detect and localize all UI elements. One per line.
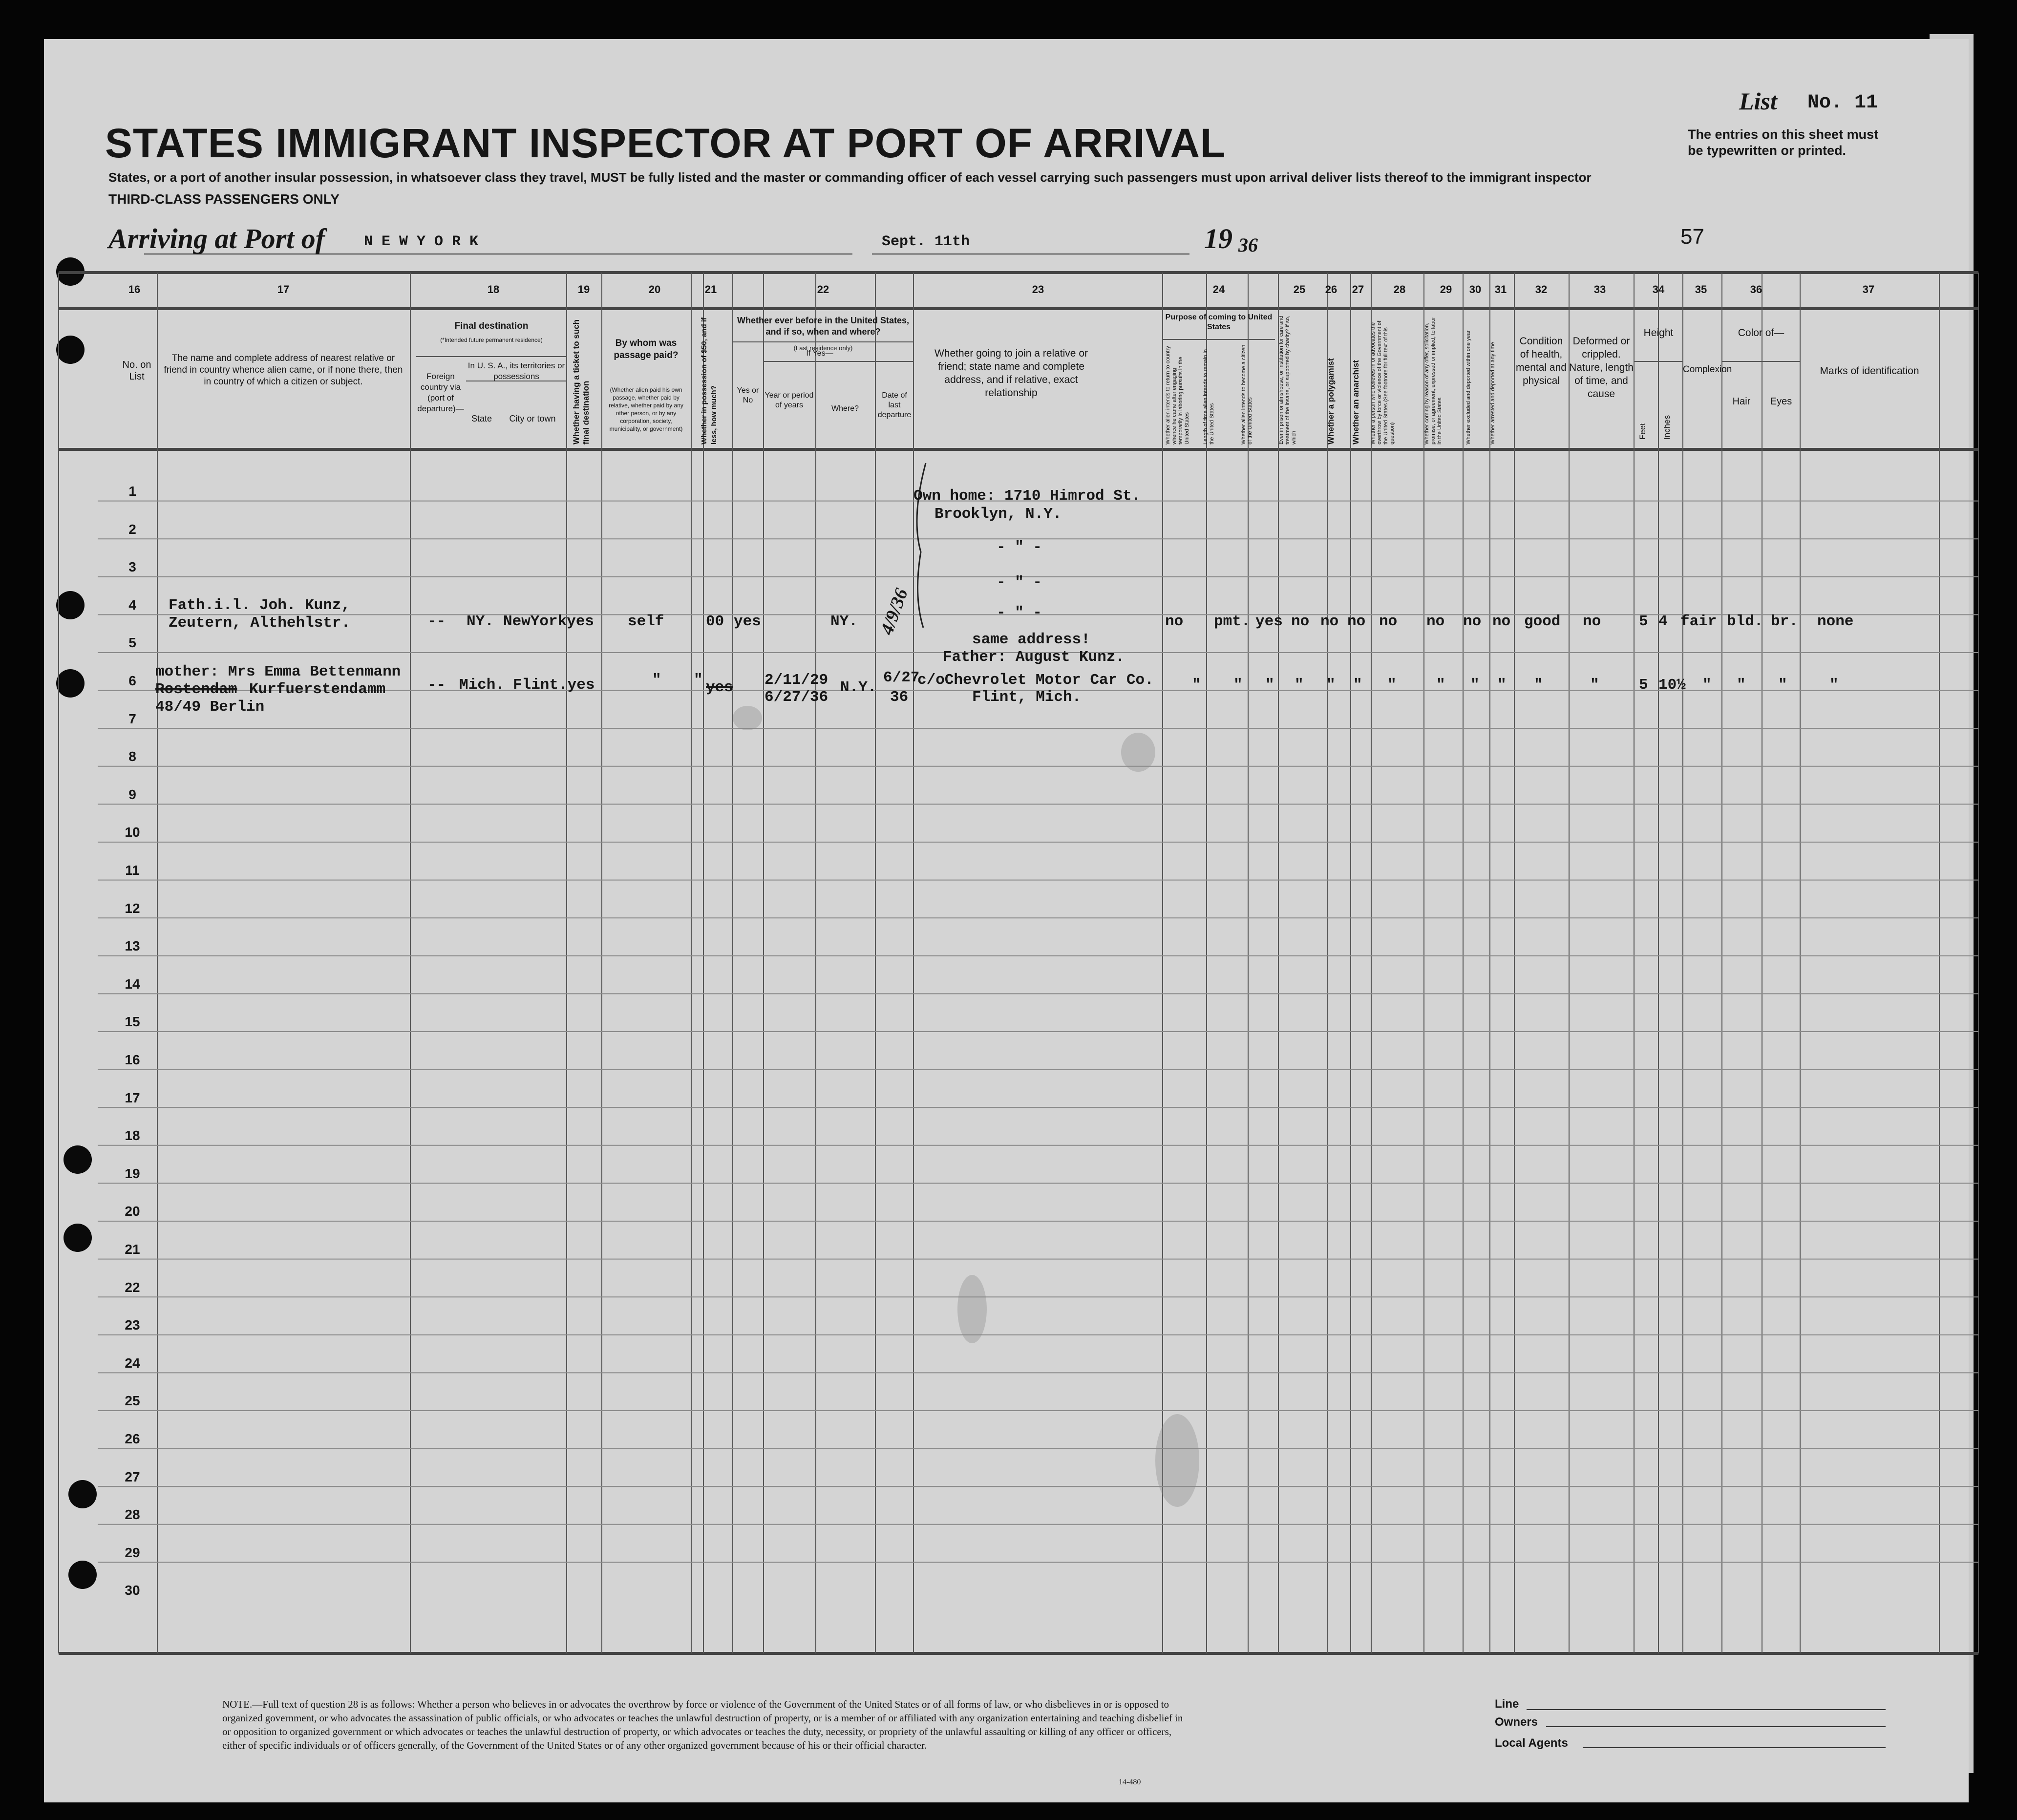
row-number: 6 bbox=[128, 673, 136, 688]
row5-join-same-address: same address! bbox=[972, 631, 1090, 648]
row6-ditto: " bbox=[1470, 677, 1480, 694]
row-number: 23 bbox=[125, 1317, 140, 1333]
instruction-text: States, or a port of another insular possession, in whatsoever class they travel, MUST be fully listed and the master or commanding officer of each vessel carrying such passengers must upon arrival deliver lists thereof to the immigrant inspector bbox=[108, 170, 1592, 185]
row6-city-ticket: Flint.yes bbox=[513, 677, 595, 694]
row4-length: pmt. bbox=[1214, 613, 1251, 630]
column-number: 22 bbox=[817, 283, 829, 296]
row6-ditto: " bbox=[1387, 677, 1397, 694]
column-number: 30 bbox=[1469, 283, 1482, 296]
row6-inches: 10½ bbox=[1658, 677, 1686, 694]
column-number: 34 bbox=[1652, 283, 1665, 296]
row6-join-line1: c/oChevrolet Motor Car Co. bbox=[917, 672, 1154, 689]
header-col27: Whether an anarchist bbox=[1351, 360, 1360, 444]
local-agents-label: Local Agents bbox=[1495, 1736, 1568, 1750]
row6-ditto: " bbox=[1778, 677, 1787, 694]
row-number: 27 bbox=[125, 1469, 140, 1484]
header-usa: In U. S. A., its territories or possessions bbox=[467, 361, 565, 381]
header-feet: Feet bbox=[1638, 423, 1647, 440]
header-col28: Whether a person who believes in or advocates the overthrow by force or violence of the Government of the United States (See footnote for full text of this question) bbox=[1370, 320, 1395, 444]
row-number: 18 bbox=[125, 1128, 140, 1143]
row6-ditto: " bbox=[1829, 677, 1839, 694]
row2-address: Brooklyn, N.Y. bbox=[934, 506, 1062, 523]
header-col22-note: (Last residence only) bbox=[793, 344, 853, 352]
row4-hair: bld. bbox=[1727, 613, 1763, 630]
row6-ditto: " bbox=[1326, 677, 1336, 694]
column-number: 27 bbox=[1352, 283, 1364, 296]
row5-father: Father: August Kunz. bbox=[943, 649, 1125, 666]
row1-address: Own home: 1710 Himrod St. bbox=[913, 487, 1141, 505]
header-complexion: Complexion bbox=[1683, 364, 1732, 375]
row4-citizen: yes bbox=[1255, 613, 1283, 630]
row4-where: NY. bbox=[830, 613, 858, 630]
header-col23: Whether going to join a relative or friend; state name and complete address, and if relative, exact relationship bbox=[934, 348, 1088, 399]
header-col19: Whether having a ticket to such final destination bbox=[572, 319, 591, 444]
header-year-period: Year or period of years bbox=[764, 391, 814, 409]
header-col21: Whether in possession of $50, and if less, how much? bbox=[700, 317, 718, 444]
row4-inches: 4 bbox=[1658, 613, 1668, 630]
column-number: 19 bbox=[577, 283, 590, 296]
row4-marks: none bbox=[1817, 613, 1854, 630]
row6-period1: 2/11/29 bbox=[764, 672, 828, 689]
row5-ditto: - " - bbox=[997, 604, 1042, 621]
row4-purpose: no bbox=[1165, 613, 1184, 630]
row4-ditto: - " - bbox=[997, 574, 1042, 591]
row4-paid-by: self bbox=[628, 613, 664, 630]
row4-relative-line1: Fath.i.l. Joh. Kunz, bbox=[169, 597, 351, 614]
row-number: 19 bbox=[125, 1165, 140, 1181]
row4-relative-line2: Zeutern, Althehlstr. bbox=[169, 614, 351, 632]
row6-ditto: " bbox=[1353, 677, 1362, 694]
typewriter-notice-2: be typewritten or printed. bbox=[1688, 143, 1847, 158]
row4-c27: no bbox=[1347, 613, 1366, 630]
header-foreign-country: Foreign country via (port of departure)— bbox=[417, 372, 464, 413]
row-number: 16 bbox=[125, 1052, 140, 1067]
row-number: 21 bbox=[125, 1242, 140, 1257]
row-number: 30 bbox=[125, 1583, 140, 1598]
row-number: 11 bbox=[125, 863, 140, 878]
arriving-label: Arriving at Port of bbox=[108, 223, 325, 254]
row6-departure1: 6/27 bbox=[883, 669, 920, 686]
row-number: 9 bbox=[128, 786, 136, 802]
header-marks: Marks of identification bbox=[1820, 365, 1919, 377]
row-number: 3 bbox=[128, 559, 136, 575]
header-height: Height bbox=[1643, 327, 1674, 339]
row-number: 13 bbox=[125, 938, 140, 954]
header-state: State bbox=[471, 414, 492, 423]
owners-label: Owners bbox=[1495, 1715, 1538, 1729]
row4-health: good bbox=[1524, 613, 1561, 630]
port-name: N E W Y O R K bbox=[364, 233, 479, 250]
row6-relative-line3: 48/49 Berlin bbox=[155, 698, 265, 716]
header-col32: Condition of health, mental and physical bbox=[1516, 336, 1567, 386]
row4-foreign: -- bbox=[427, 613, 446, 630]
column-number: 23 bbox=[1032, 283, 1044, 296]
row-number: 25 bbox=[125, 1393, 140, 1409]
column-number: 26 bbox=[1325, 283, 1338, 296]
header-col22: Whether ever before in the United States, and if so, when and where? bbox=[737, 316, 910, 337]
row-number: 10 bbox=[125, 825, 140, 840]
column-number: 24 bbox=[1212, 283, 1225, 296]
row3-ditto: - " - bbox=[997, 539, 1042, 556]
row6-paid-by: " bbox=[652, 672, 661, 689]
row-number: 4 bbox=[128, 597, 136, 613]
row6-departure2: 36 bbox=[890, 689, 909, 706]
header-city: City or town bbox=[509, 414, 556, 423]
header-col20: By whom was passage paid? bbox=[614, 338, 679, 360]
header-eyes: Eyes bbox=[1770, 396, 1792, 407]
column-number: 21 bbox=[704, 283, 717, 296]
header-col33: Deformed or crippled. Nature, length of time, and cause bbox=[1569, 336, 1634, 400]
row-number: 24 bbox=[125, 1355, 140, 1371]
row-number: 7 bbox=[128, 711, 136, 726]
row6-ditto: " bbox=[1737, 677, 1746, 694]
row4-c28: no bbox=[1379, 613, 1398, 630]
year-suffix: 36 bbox=[1238, 234, 1258, 256]
row6-ditto: " bbox=[1590, 677, 1599, 694]
column-number: 25 bbox=[1293, 283, 1306, 296]
row-number: 29 bbox=[125, 1545, 140, 1560]
column-number: 17 bbox=[277, 283, 290, 296]
column-number: 29 bbox=[1440, 283, 1452, 296]
row6-before-yes: yes bbox=[706, 679, 733, 696]
row-number: 17 bbox=[125, 1090, 140, 1105]
header-col29: Whether coming by reason of any offer, solicitation, promise, or agreement, expressed or implied, to labor in the United States bbox=[1424, 317, 1443, 444]
header-col17: The name and complete address of nearest relative or friend in country whence alien came, or if none there, then in country of which a citizen or subject. bbox=[164, 353, 403, 387]
row-number: 22 bbox=[125, 1279, 140, 1295]
row6-ditto: " bbox=[1497, 677, 1507, 694]
page-number: 57 bbox=[1680, 225, 1704, 249]
header-col26: Whether a polygamist bbox=[1326, 358, 1336, 444]
column-number: 20 bbox=[648, 283, 661, 296]
header-col20-note: (Whether alien paid his own passage, whether paid by relative, whether paid by any other person, or by any corporation, society, municipality, or government) bbox=[609, 386, 683, 432]
header-color-of: Color of— bbox=[1738, 327, 1784, 339]
year-prefix: 19 bbox=[1204, 223, 1232, 254]
row-number: 5 bbox=[128, 635, 136, 651]
row6-ditto: " bbox=[1702, 677, 1712, 694]
row6-where: N.Y. bbox=[840, 679, 877, 696]
typewriter-notice-1: The entries on this sheet must bbox=[1688, 127, 1879, 142]
row6-relative-line1: mother: Mrs Emma Bettenmann bbox=[155, 663, 401, 680]
row6-feet: 5 bbox=[1639, 677, 1648, 694]
header-inches: Inches bbox=[1662, 415, 1672, 440]
header-if-yes: If Yes— bbox=[806, 349, 833, 358]
list-number: No. 11 bbox=[1807, 92, 1878, 114]
header-date-last-departure: Date of last departure bbox=[877, 391, 912, 419]
column-number: 37 bbox=[1862, 283, 1875, 296]
row4-c31: no bbox=[1492, 613, 1511, 630]
row6-relative-struck: Rostendam bbox=[155, 681, 237, 698]
row4-c26: no bbox=[1320, 613, 1339, 630]
row-number: 26 bbox=[125, 1431, 140, 1446]
form-number: 14-480 bbox=[1119, 1778, 1141, 1786]
row4-state: NY. bbox=[467, 613, 494, 630]
footnote-question-28: NOTE.—Full text of question 28 is as follows: Whether a person who believes in or advocates the overthrow by force or violence of the Government of the United States or of all forms of law, or who disbelieves in or is opposed to organized government, or who advocates the assassination of public officials, or who advocates or teaches the unlawful destruction of property, or is a member of or affiliated with any organization entertaining and teaching disbelief in or opposition to organized government or which advocates or teaches the unlawful destruction of property, or which advocates or teaches the duty, necessity, or propriety of the unlawful assaulting or killing of any officer or officers, either of specific individuals or of officers generally, of the Government of the United States or of any other organized government because of his or their official character. bbox=[222, 1698, 1183, 1751]
row-number: 15 bbox=[125, 1014, 140, 1030]
header-final-destination: Final destination bbox=[454, 321, 529, 331]
header-col25: Ever in prison or almshouse, or institution for care and treatment of the insane, or supported by charity? If so, which bbox=[1278, 316, 1297, 444]
row-number: 1 bbox=[128, 484, 136, 499]
column-number: 32 bbox=[1535, 283, 1548, 296]
form-title: STATES IMMIGRANT INSPECTOR AT PORT OF ARRIVAL bbox=[105, 120, 1226, 166]
row4-c29: no bbox=[1426, 613, 1445, 630]
row4-money: 00 bbox=[706, 613, 724, 630]
row6-ditto: " bbox=[1295, 677, 1304, 694]
row4-before-yes: yes bbox=[734, 613, 761, 630]
header-col24a: Whether alien intends to return to country whence he came after engaging temporarily in laboring pursuits in the United States bbox=[1165, 346, 1190, 444]
row4-c30: no bbox=[1463, 613, 1482, 630]
row6-ditto: " bbox=[1534, 677, 1543, 694]
header-col24b: Length of time alien intends to remain in the United States bbox=[1203, 349, 1215, 444]
column-number: 35 bbox=[1695, 283, 1707, 296]
header-yes-no: Yes or No bbox=[737, 386, 759, 404]
row-number: 2 bbox=[128, 521, 136, 537]
row6-ditto: " bbox=[1265, 677, 1274, 694]
row6-join-line2: Flint, Mich. bbox=[972, 689, 1082, 706]
column-number: 16 bbox=[128, 283, 141, 296]
row-number: 14 bbox=[125, 976, 140, 992]
header-final-destination-note: (*Intended future permanent residence) bbox=[440, 337, 543, 343]
row-number: 20 bbox=[125, 1204, 140, 1219]
row-number: 28 bbox=[125, 1507, 140, 1523]
row4-complexion: fair bbox=[1680, 613, 1717, 630]
row6-ditto: " bbox=[1192, 677, 1201, 694]
header-col24c: Whether alien intends to become a citizen of the United States bbox=[1241, 344, 1253, 444]
row4-feet: 5 bbox=[1639, 613, 1648, 630]
row4-departure-date: 4/9/36 bbox=[876, 586, 912, 637]
row6-period2: 6/27/36 bbox=[764, 689, 828, 706]
row6-ditto: " bbox=[1233, 677, 1243, 694]
list-label: List bbox=[1739, 87, 1777, 115]
row6-foreign: -- bbox=[427, 677, 446, 694]
row4-deformed: no bbox=[1583, 613, 1601, 630]
row-number: 8 bbox=[128, 749, 136, 764]
row6-state: Mich. bbox=[459, 677, 505, 694]
header-col31: Whether arrested and deported at any time bbox=[1490, 342, 1496, 444]
row4-eyes: br. bbox=[1771, 613, 1798, 630]
column-number: 28 bbox=[1393, 283, 1406, 296]
header-col30: Whether excluded and deported within one year bbox=[1465, 330, 1471, 444]
column-number: 31 bbox=[1494, 283, 1507, 296]
row4-c25: no bbox=[1291, 613, 1310, 630]
row-number: 12 bbox=[125, 900, 140, 916]
line-label: Line bbox=[1495, 1697, 1519, 1711]
header-hair: Hair bbox=[1732, 396, 1751, 407]
header-col24: Purpose of coming to United States bbox=[1165, 313, 1273, 331]
row6-relative-line2: Kurfuerstendamm bbox=[249, 681, 386, 698]
column-number: 33 bbox=[1593, 283, 1606, 296]
column-number: 18 bbox=[487, 283, 500, 296]
row6-money: " bbox=[694, 672, 703, 689]
column-number: 36 bbox=[1750, 283, 1762, 296]
header-no-on-list: No. on List bbox=[122, 360, 151, 382]
row4-city-ticket: NewYorkyes bbox=[503, 613, 594, 630]
header-where: Where? bbox=[831, 404, 859, 413]
class-line: THIRD-CLASS PASSENGERS ONLY bbox=[108, 191, 340, 207]
arrival-date: Sept. 11th bbox=[882, 233, 970, 250]
row6-ditto: " bbox=[1436, 677, 1445, 694]
